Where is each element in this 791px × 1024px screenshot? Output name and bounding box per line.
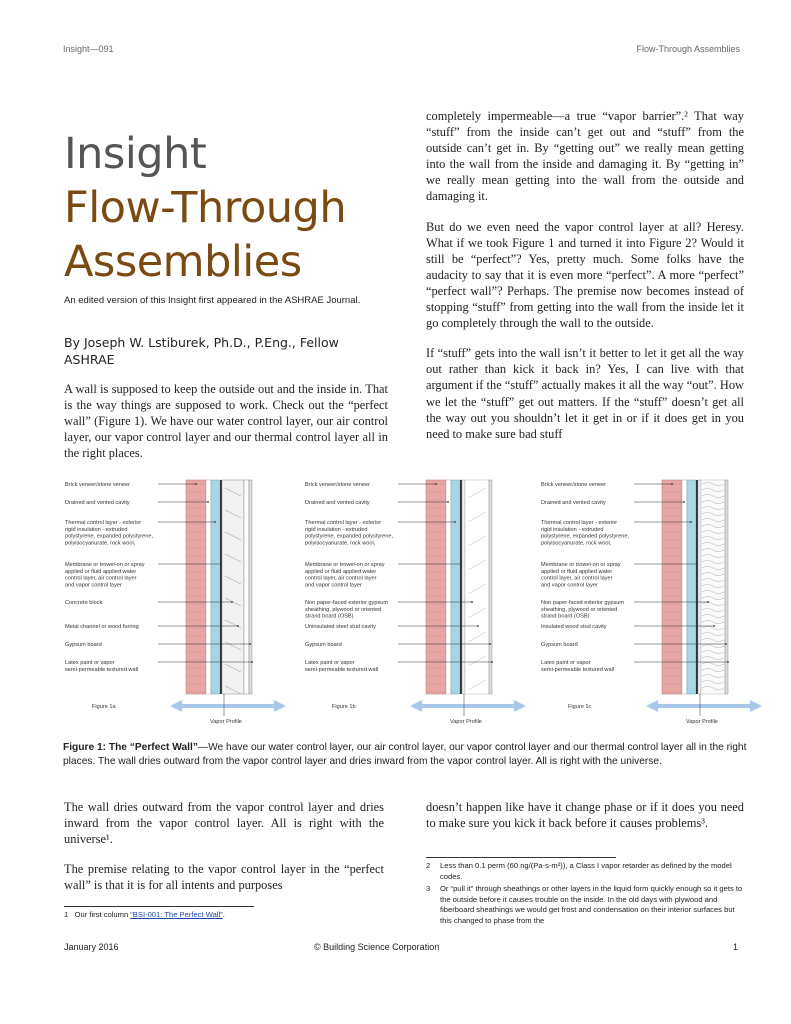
layer-label: and vapor control layer bbox=[65, 582, 122, 589]
layer-label: Insulated wood stud cavity bbox=[541, 624, 607, 630]
layer-label: rigid insulation - extruded bbox=[541, 526, 604, 533]
footnote-rule-right bbox=[426, 857, 616, 858]
layer-label: strand board (OSB) bbox=[305, 613, 354, 620]
right-paragraph-2: But do we even need the vapor control layer at all? Heresy. What if we took Figure 1 and turned it into Figure 2? Would it still be “perfect”? Yes, pretty much. Some folks have the audacity to say that it is even more “perfect”. A more “perfect” “perfect wall”? Perhaps. The premise now becomes instead of stopping “stuff” from getting into the wall from the inside let it go completely through the wall to the outside. bbox=[426, 219, 744, 331]
figure-label: Figure 1a bbox=[92, 704, 116, 710]
layer-label: Membrane or trowel-on or spray bbox=[305, 562, 385, 568]
layer-label: polystyrene, expanded polystyrene, bbox=[65, 533, 154, 540]
layer-label: polyisocyanurate, rock wool, bbox=[305, 540, 376, 547]
footnotes-right bbox=[426, 861, 746, 933]
layer-label: control layer, air control layer bbox=[65, 575, 137, 582]
layer-label: sheathing, plywood or oriented bbox=[305, 606, 382, 613]
caption-title: Figure 1: The “Perfect Wall” bbox=[63, 742, 198, 753]
footnote-3 bbox=[426, 884, 746, 926]
layer-label: Gypsum board bbox=[541, 642, 578, 648]
figure-label: Figure 1b bbox=[332, 704, 356, 710]
layer-label: Brick veneer/stone veneer bbox=[65, 482, 130, 488]
footnote-number: 2 bbox=[426, 861, 431, 870]
footnote-end: . bbox=[222, 910, 225, 919]
running-header-left: Insight—091 bbox=[63, 44, 114, 54]
title-line-3: Assemblies bbox=[64, 237, 302, 287]
footnote-text: Less than 0.1 perm (60 ng/(Pa-s-m²)), a Class I vapor retarder as defined by the model codes. bbox=[440, 861, 732, 881]
layer-label: Brick veneer/stone veneer bbox=[305, 482, 370, 488]
layer-label: semi-permeable textured wall bbox=[305, 666, 379, 673]
lower-left-column bbox=[64, 799, 384, 907]
layer-label: Membrane or trowel-on or spray bbox=[541, 562, 621, 568]
figure-1a bbox=[62, 474, 298, 726]
footnote-text: Or “pull it” through sheathings or other layers in the liquid form quickly enough so it gets to the outside before it causes trouble on the inside. In the old days with plywood and fiberboard sheathings we would get frost and condensation on their interior surfaces but this changed to phase from the bbox=[440, 884, 743, 925]
layer-label: Non paper-faced exterior gypsum bbox=[305, 600, 389, 606]
figure-caption bbox=[63, 741, 747, 768]
footnote-number: 1 bbox=[64, 910, 69, 919]
layer-label: Latex paint or vapor bbox=[65, 660, 115, 666]
layer-label: semi-permeable textured wall bbox=[541, 666, 615, 673]
figure-label: Figure 1c bbox=[568, 704, 592, 710]
layer-label: and vapor control layer bbox=[305, 582, 362, 589]
lower-right-column bbox=[426, 799, 744, 845]
footnote-number: 3 bbox=[426, 884, 431, 893]
layer-label: semi-permeable textured wall bbox=[65, 666, 139, 673]
footnote-2 bbox=[426, 861, 746, 882]
edited-note: An edited version of this Insight first appeared in the ASHRAE Journal. bbox=[64, 295, 361, 306]
figure-1c-drawing bbox=[538, 474, 774, 726]
arrow-right-icon bbox=[230, 700, 286, 712]
byline: By Joseph W. Lstiburek, Ph.D., P.Eng., Fellow ASHRAE bbox=[64, 335, 339, 367]
layer-label: and vapor control layer bbox=[541, 582, 598, 589]
figure-1b-drawing bbox=[302, 474, 538, 726]
layer-label: Concrete block bbox=[65, 600, 103, 606]
caption-text: —We have our water control layer, our air control layer, our vapor control layer and our thermal control layer all in the right places. The wall dries outward from the vapor control layer and dries inward from the vapor control layer. All is right with the universe. bbox=[63, 742, 747, 767]
layer-label: Latex paint or vapor bbox=[305, 660, 355, 666]
footnote-link[interactable]: “BSI-001: The Perfect Wall” bbox=[130, 910, 223, 919]
layer-label: Drained and vented cavity bbox=[305, 500, 370, 506]
layer-label: polystyrene, expanded polystyrene, bbox=[305, 533, 394, 540]
left-paragraph-1: A wall is supposed to keep the outside out and the inside in. That is the way things are supposed to work. Check out the “perfect wall” (Figure 1). We have our water control layer, our air control layer, our vapor control layer and our thermal control layer all in the right places. bbox=[64, 382, 388, 461]
arrow-right-icon bbox=[470, 700, 526, 712]
layer-label: polystyrene, expanded polystyrene, bbox=[541, 533, 630, 540]
vapor-profile-label: Vapor Profile bbox=[686, 719, 718, 725]
figure-1a-drawing bbox=[62, 474, 298, 726]
layer-label: polyisocyanurate, rock wool, bbox=[541, 540, 612, 547]
layer-label: Drained and vented cavity bbox=[541, 500, 606, 506]
layer-label: Gypsum board bbox=[305, 642, 342, 648]
footer-page-number: 1 bbox=[733, 942, 739, 952]
footer-copyright: © Building Science Corporation bbox=[314, 942, 440, 952]
layer-label: Thermal control layer - exterior bbox=[65, 520, 142, 526]
lower-left-paragraph-2: The premise relating to the vapor control layer in the “perfect wall” is that it is for all intents and purposes bbox=[64, 862, 384, 893]
layer-label: strand board (OSB) bbox=[541, 613, 590, 620]
arrow-left-icon bbox=[410, 700, 470, 712]
layer-label: Metal channel or wood furring bbox=[65, 624, 139, 630]
layer-label: Thermal control layer - exterior bbox=[541, 520, 618, 526]
layer-label: applied or fluid applied water bbox=[65, 568, 137, 575]
figure-1b bbox=[302, 474, 538, 726]
footnote-text: Our first column bbox=[74, 910, 131, 919]
layer-label: Non paper-faced exterior gypsum bbox=[541, 600, 625, 606]
arrow-left-icon bbox=[646, 700, 706, 712]
layer-label: sheathing, plywood or oriented bbox=[541, 606, 618, 613]
layer-label: Gypsum board bbox=[65, 642, 102, 648]
layer-label: Brick veneer/stone veneer bbox=[541, 482, 606, 488]
footnote-rule-left bbox=[64, 906, 254, 907]
layer-label: Thermal control layer - exterior bbox=[305, 520, 382, 526]
layer-label: rigid insulation - extruded bbox=[65, 526, 128, 533]
lower-left-paragraph-1: The wall dries outward from the vapor control layer and dries inward from the vapor control layer. All is right with the universe¹. bbox=[64, 800, 384, 847]
layer-label: Latex paint or vapor bbox=[541, 660, 591, 666]
left-column bbox=[64, 381, 388, 475]
arrow-left-icon bbox=[170, 700, 230, 712]
title-line-2: Flow-Through bbox=[64, 183, 347, 233]
layer-label: polyisocyanurate, rock wool, bbox=[65, 540, 136, 547]
title-line-1: Insight bbox=[64, 129, 207, 179]
layer-label: control layer, air control layer bbox=[541, 575, 613, 582]
layer-label: control layer, air control layer bbox=[305, 575, 377, 582]
right-paragraph-3: If “stuff” gets into the wall isn’t it better to let it get all the way out rather than kick it back in? Yes, I can live with that argument if the “stuff” actually makes it all the way “out”. How we let the “stuff” get out matters. If the “stuff” doesn’t get all the way out you shouldn’t let it get in or if it does get in you need to make sure bad stuff bbox=[426, 346, 744, 441]
footnote-1 bbox=[64, 910, 384, 921]
running-header-right: Flow-Through Assemblies bbox=[636, 44, 740, 54]
layer-label: rigid insulation - extruded bbox=[305, 526, 368, 533]
lower-right-paragraph-1: doesn’t happen like have it change phase or if it does you need to make sure you kick it back before it causes problems³. bbox=[426, 800, 744, 831]
layer-label: applied or fluid applied water bbox=[305, 568, 377, 575]
vapor-profile-label: Vapor Profile bbox=[450, 719, 482, 725]
vapor-profile-label: Vapor Profile bbox=[210, 719, 242, 725]
layer-label: Membrane or trowel-on or spray bbox=[65, 562, 145, 568]
layer-label: applied or fluid applied water bbox=[541, 568, 613, 575]
layer-label: Drained and vented cavity bbox=[65, 500, 130, 506]
arrow-right-icon bbox=[706, 700, 762, 712]
right-column bbox=[426, 108, 744, 441]
figure-1c bbox=[538, 474, 774, 726]
right-paragraph-1: completely impermeable—a true “vapor barrier”.² That way “stuff” from the inside can’t get out and “stuff” from the outside can’t get in. By “getting out” we really mean getting into the wall from the inside and damaging it. By “getting in” we really mean getting into the wall from the outside and damaging it. bbox=[426, 109, 744, 204]
footer-date: January 2016 bbox=[64, 942, 119, 952]
page-title bbox=[64, 127, 346, 289]
layer-label: Uninsulated steel stud cavity bbox=[305, 624, 376, 630]
